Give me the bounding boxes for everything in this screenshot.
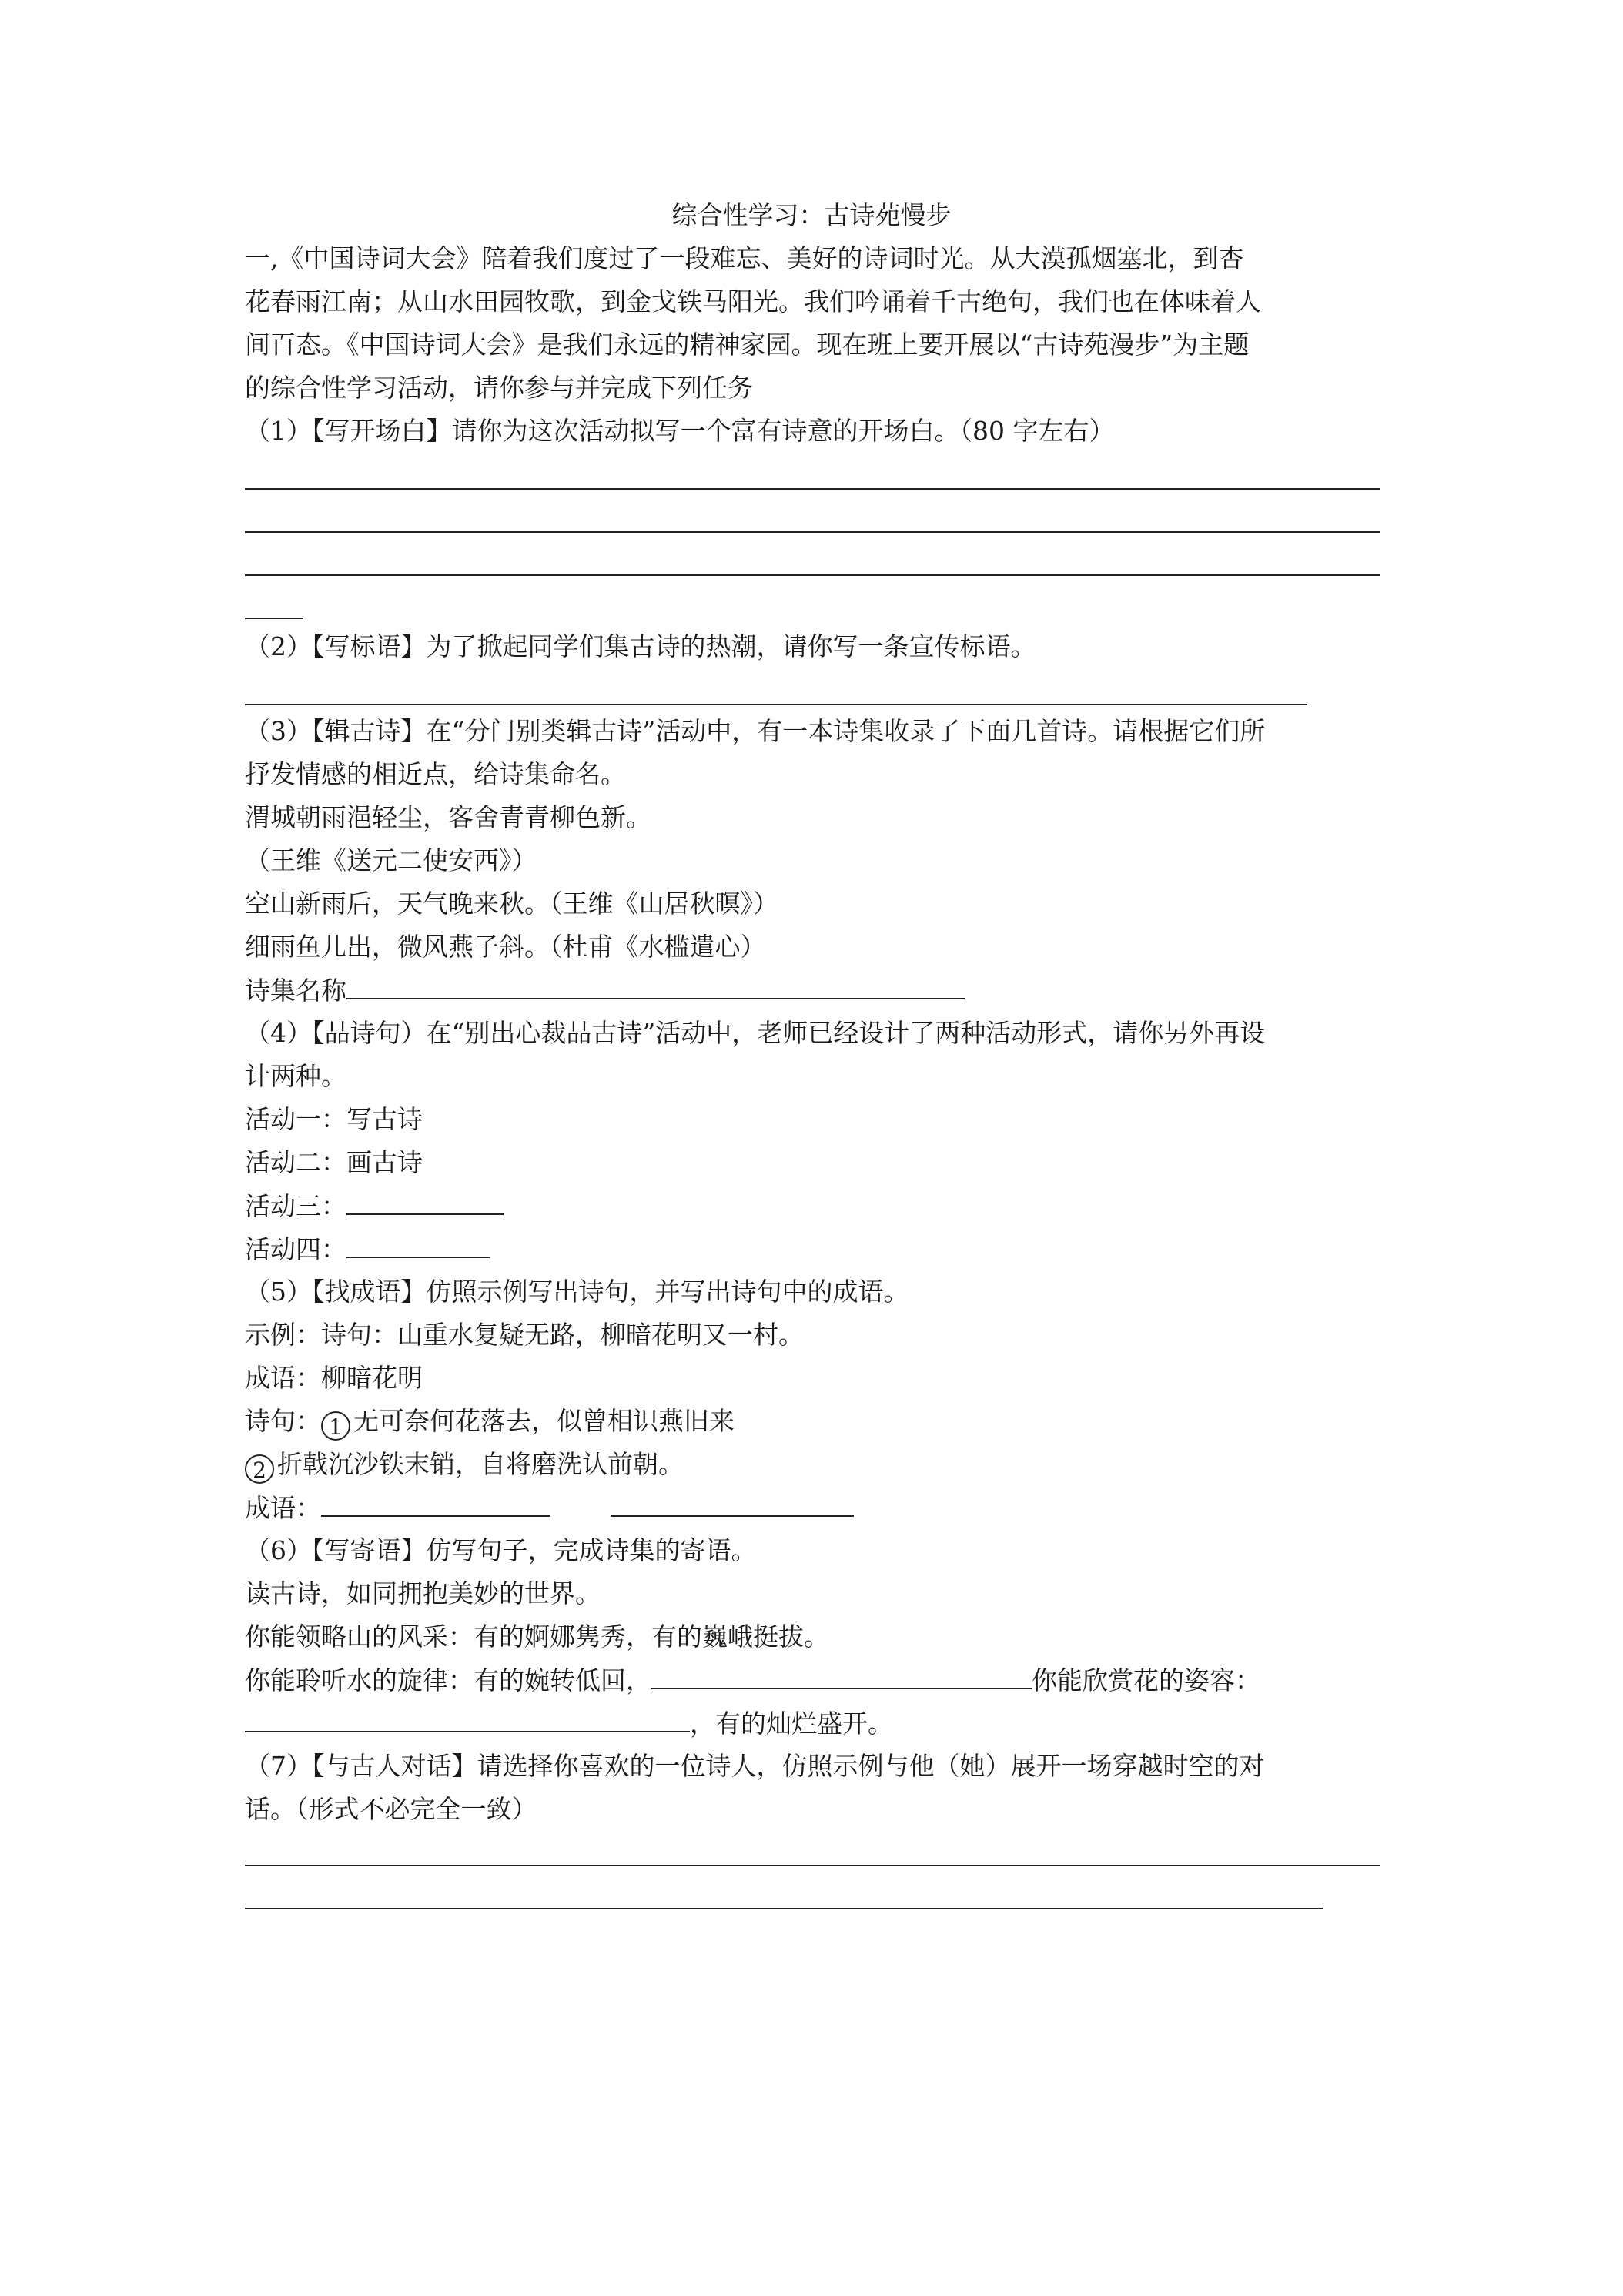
circled-number-1: 1 [321, 1411, 350, 1441]
answer-line-q2[interactable] [245, 704, 1307, 705]
question-6: （6）【写寄语】仿写句子，完成诗集的寄语。 [245, 1535, 757, 1565]
example-line: 示例：诗句：山重水复疑无路，柳暗花明又一村。 [245, 1320, 804, 1350]
activity-row [245, 1190, 504, 1222]
poem-prompt-label: 诗句： [245, 1406, 321, 1436]
activity-3-blank[interactable] [346, 1190, 504, 1215]
idiom-blank-1[interactable] [321, 1492, 550, 1517]
answer-line-q7[interactable] [245, 1908, 1323, 1909]
message-line-4 [245, 1708, 893, 1739]
activity-label: 活动四： [245, 1234, 346, 1264]
question-4: （4）【品诗句）在“别出心裁品古诗”活动中，老师已经设计了两种活动形式，请你另外再设 [245, 1018, 1266, 1048]
poem-prompt-2 [245, 1449, 684, 1484]
question-2: （2）【写标语】为了掀起同学们集古诗的热潮，请你写一条宣传标语。 [245, 631, 1036, 661]
message-text: ，有的灿烂盛开。 [690, 1709, 893, 1739]
poem-line: 空山新雨后，天气晚来秋。（王维《山居秋暝》） [245, 889, 778, 919]
idiom-answer-row [245, 1492, 854, 1524]
message-text: 你能欣赏花的姿容： [1032, 1665, 1260, 1695]
message-blank-2[interactable] [245, 1708, 690, 1732]
poem-source: （王维《送元二使安西》） [245, 845, 537, 875]
poem-line: 细雨鱼儿出，微风燕子斜。（杜甫《水槛遣心） [245, 932, 766, 962]
anthology-name-row [245, 975, 965, 1006]
poem-prompt-1 [245, 1406, 735, 1441]
anthology-name-label: 诗集名称 [245, 976, 346, 1006]
intro-line: 一,《中国诗词大会》陪着我们度过了一段难忘、美好的诗词时光。从大漠孤烟塞北，到杏 [245, 243, 1244, 273]
poem-line: 渭城朝雨浥轻尘，客舍青青柳色新。 [245, 802, 651, 832]
message-line-3 [245, 1665, 1260, 1696]
activity-label: 活动三： [245, 1191, 346, 1221]
page-title: 综合性学习：古诗苑慢步 [671, 200, 952, 230]
answer-line-q7[interactable] [245, 1865, 1380, 1866]
question-5: （5）【找成语】仿照示例写出诗句，并写出诗句中的成语。 [245, 1277, 909, 1307]
activity-item: 活动二：画古诗 [245, 1147, 423, 1177]
activity-row [245, 1233, 490, 1265]
anthology-name-blank[interactable] [346, 975, 965, 999]
activity-item: 活动一：写古诗 [245, 1104, 423, 1134]
intro-line: 花春雨江南；从山水田园牧歌，到金戈铁马阳光。我们吟诵着千古绝句，我们也在体味着人 [245, 286, 1261, 316]
message-text: 你能聆听水的旋律：有的婉转低回， [245, 1665, 651, 1695]
intro-line: 的综合性学习活动，请你参与并完成下列任务 [245, 373, 753, 403]
message-line: 你能领略山的风采：有的婀娜隽秀，有的巍峨挺拔。 [245, 1622, 829, 1652]
message-blank-1[interactable] [651, 1665, 1032, 1689]
circled-number-2: 2 [245, 1454, 274, 1484]
message-line: 读古诗，如同拥抱美妙的世界。 [245, 1578, 601, 1608]
idiom-blank-2[interactable] [611, 1492, 854, 1517]
question-4: 计两种。 [245, 1061, 346, 1091]
question-3: （3）【辑古诗】在“分门别类辑古诗”活动中，有一本诗集收录了下面几首诗。请根据它们所 [245, 716, 1266, 746]
example-idiom: 成语：柳暗花明 [245, 1363, 423, 1393]
question-7: （7）【与古人对话】请选择你喜欢的一位诗人，仿照示例与他（她）展开一场穿越时空的对 [245, 1751, 1265, 1781]
idiom-answer-label: 成语： [245, 1493, 321, 1523]
activity-4-blank[interactable] [346, 1233, 490, 1258]
answer-line-q1[interactable] [245, 488, 1380, 490]
question-7: 话。（形式不必完全一致） [245, 1794, 537, 1824]
question-1: （1）【写开场白】请你为这次活动拟写一个富有诗意的开场白。（80 字左右） [245, 416, 1115, 446]
poem-prompt-text: 折戟沉沙铁末销，自将磨洗认前朝。 [277, 1449, 684, 1479]
poem-prompt-text: 无可奈何花落去，似曾相识燕旧来 [353, 1406, 735, 1436]
answer-line-q1[interactable] [245, 618, 303, 619]
question-3: 抒发情感的相近点，给诗集命名。 [245, 759, 626, 789]
answer-line-q1[interactable] [245, 574, 1380, 576]
answer-line-q1[interactable] [245, 531, 1380, 533]
intro-line: 间百态。《中国诗词大会》是我们永远的精神家园。现在班上要开展以“古诗苑漫步”为主题 [245, 330, 1250, 360]
